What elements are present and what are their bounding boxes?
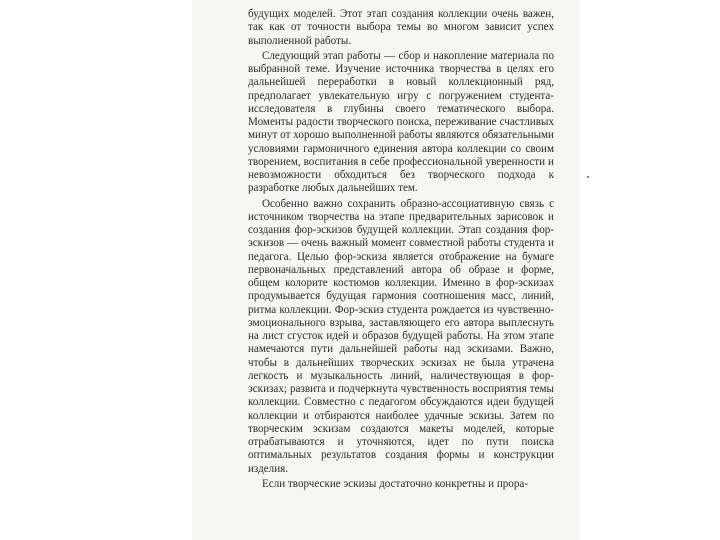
paragraph-2: Следующий этап работы — сбор и накопление материала по выбранной теме. Изучение источника творчества в целях его дальнейшей переработки в новый коллекционный ряд, предполагает увлекательную игру с погружением студента-исследователя в глубины своего тематического выбора. Моменты радости творческого поиска, переживание счастливых минут от хорошо выполненной работы являются обязательными условиями гармоничного единения автора коллекции со своим творением, воспитания в себе профессиональной уверенности и невозможности обходиться без творческого подхода к разработке любых дальнейших тем. [248,49,554,195]
paragraph-4: Если творческие эскизы достаточно конкретны и прора- [262,477,529,490]
scanned-book-page [192,0,580,540]
paragraph-1: будущих моделей. Этот этап создания коллекции очень важен, так как от точности выбора темы во многом зависит успех выполненной работы. [248,8,554,47]
paragraph-3: Особенно важно сохранить образно-ассоциативную связь с источником творчества на этапе предварительных зарисовок и создания фор-эскизов будущей коллекции. Этап создания фор-эскизов — очень важный момент совместной работы студента и педагога. Целью фор-эскиза является отображение на бумаге первоначальных представлений автора об образе и форме, общем колорите костюмов коллекции. Именно в фор-эскизах продумывается будущая гармония соотношения масс, линий, ритма коллекции. Фор-эскиз студента рождается из чувственно-эмоционального взрыва, заставляющего его автора выплеснуть на лист сгусток идей и образов будущей работы. На этом этапе намечаются пути дальнейшей работы над эскизами. Важно, чтобы в дальнейших творческих эскизах не была утрачена легкость и музыкальность линий, наличествующая в фор-эскизах; развита и подчеркнута чувственность восприятия темы коллекции. Совместно с педагогом обсуждаются идеи будущей коллекции и отбираются наиболее удачные эскизы. Затем по творческим эскизам создаются макеты моделей, которые отрабатываются и уточняются, идет по пути поиска оптимальных результатов создания формы и конструкции изделия. [248,197,554,475]
page-text-body [248,8,554,493]
scan-speck [587,176,589,178]
